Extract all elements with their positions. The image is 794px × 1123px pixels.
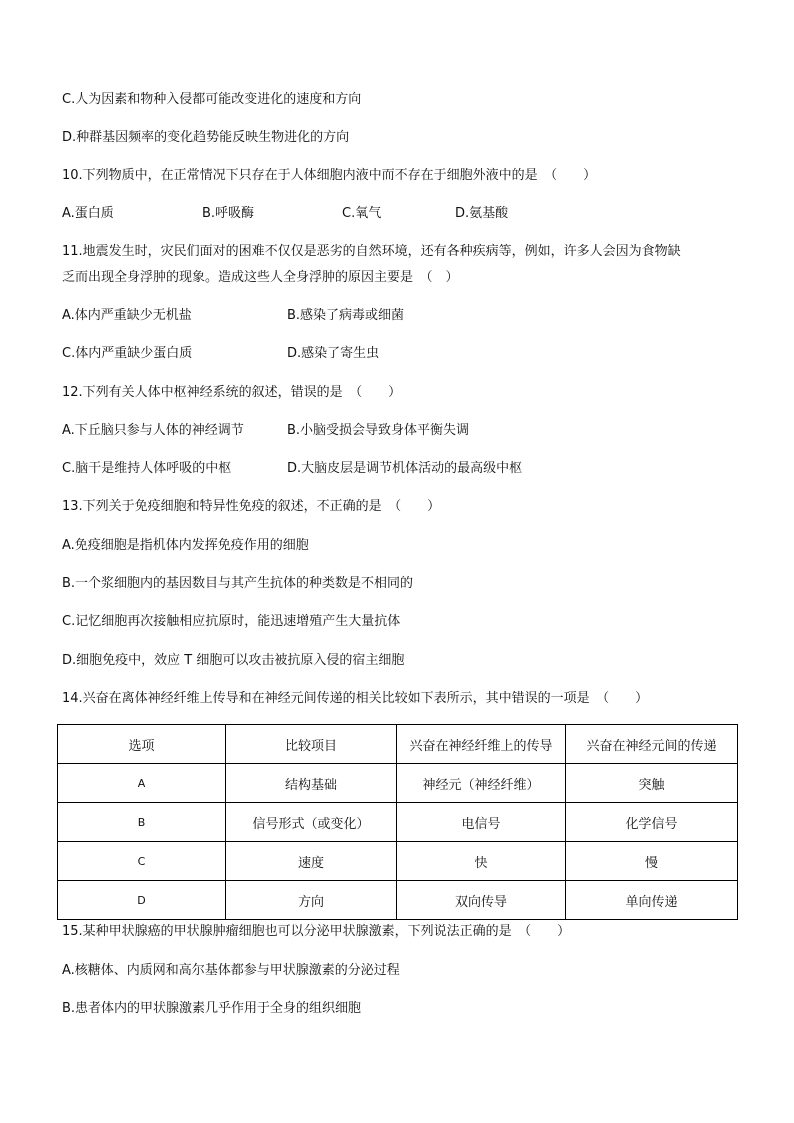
option-b: B.一个浆细胞内的基因数目与其产生抗体的种类数是不相同的 — [62, 576, 414, 591]
table-cell: D — [58, 881, 226, 920]
question-15: 15.某种甲状腺癌的甲状腺肿瘤细胞也可以分泌甲状腺激素，下列说法正确的是 （ ） — [62, 924, 571, 939]
question-10: 10.下列物质中，在正常情况下只存在于人体细胞内液中而不存在于细胞外液中的是 （ ） — [62, 168, 597, 183]
option-c: C.体内严重缺少蛋白质 — [62, 346, 193, 361]
option-c: C.氧气 — [342, 206, 382, 221]
option-a: A.下丘脑只参与人体的神经调节 — [62, 423, 244, 438]
table-cell: 神经元（神经纤维） — [397, 764, 566, 803]
table-header-row — [58, 725, 738, 764]
option-d: D.大脑皮层是调节机体活动的最高级中枢 — [287, 461, 523, 476]
table-cell: 速度 — [226, 842, 397, 881]
option-b: B.小脑受损会导致身体平衡失调 — [287, 423, 470, 438]
table-cell: 突触 — [566, 764, 738, 803]
option-b: B.呼吸酶 — [202, 206, 255, 221]
option-b: B.感染了病毒或细菌 — [287, 308, 405, 323]
table-cell: 双向传导 — [397, 881, 566, 920]
table-cell: 结构基础 — [226, 764, 397, 803]
option-b: B.患者体内的甲状腺激素几乎作用于全身的组织细胞 — [62, 1001, 362, 1016]
table-cell: 化学信号 — [566, 803, 738, 842]
option-a: A.蛋白质 — [62, 206, 114, 221]
question-13: 13.下列关于免疫细胞和特异性免疫的叙述，不正确的是 （ ） — [62, 499, 441, 514]
option-d: D.感染了寄生虫 — [287, 346, 380, 361]
option-a: A.免疫细胞是指机体内发挥免疫作用的细胞 — [62, 538, 309, 553]
table-cell: 方向 — [226, 881, 397, 920]
option-c: C.记忆细胞再次接触相应抗原时，能迅速增殖产生大量抗体 — [62, 614, 401, 629]
option-line: C.人为因素和物种入侵都可能改变进化的速度和方向 — [62, 92, 362, 107]
table-header: 选项 — [58, 725, 226, 764]
table-cell: 单向传递 — [566, 881, 738, 920]
option-d: D.细胞免疫中，效应 T 细胞可以攻击被抗原入侵的宿主细胞 — [62, 653, 405, 668]
table-cell: B — [58, 803, 226, 842]
option-a: A.核糖体、内质网和高尔基体都参与甲状腺激素的分泌过程 — [62, 963, 400, 978]
option-d: D.氨基酸 — [455, 206, 509, 221]
question-11-cont: 乏而出现全身浮肿的现象。造成这些人全身浮肿的原因主要是 （ ） — [62, 270, 459, 285]
table-cell: 信号形式（或变化） — [226, 803, 397, 842]
option-line: D.种群基因频率的变化趋势能反映生物进化的方向 — [62, 130, 350, 145]
table-cell: 慢 — [566, 842, 738, 881]
table-row — [58, 881, 738, 920]
question-11: 11.地震发生时，灾民们面对的困难不仅仅是恶劣的自然环境，还有各种疾病等，例如，许多人会因为食物缺 — [62, 244, 681, 259]
table-row — [58, 764, 738, 803]
table-cell: 电信号 — [397, 803, 566, 842]
table-cell: 快 — [397, 842, 566, 881]
table-row — [58, 842, 738, 881]
question-14: 14.兴奋在离体神经纤维上传导和在神经元间传递的相关比较如下表所示，其中错误的一项是 （ ） — [62, 691, 649, 706]
option-c: C.脑干是维持人体呼吸的中枢 — [62, 461, 232, 476]
table-row — [58, 803, 738, 842]
table-header: 兴奋在神经纤维上的传导 — [397, 725, 566, 764]
table-cell: C — [58, 842, 226, 881]
question-12: 12.下列有关人体中枢神经系统的叙述，错误的是 （ ） — [62, 385, 402, 400]
option-a: A.体内严重缺少无机盐 — [62, 308, 192, 323]
table-header: 比较项目 — [226, 725, 397, 764]
table-header: 兴奋在神经元间的传递 — [566, 725, 738, 764]
table-cell: A — [58, 764, 226, 803]
comparison-table — [57, 724, 738, 920]
